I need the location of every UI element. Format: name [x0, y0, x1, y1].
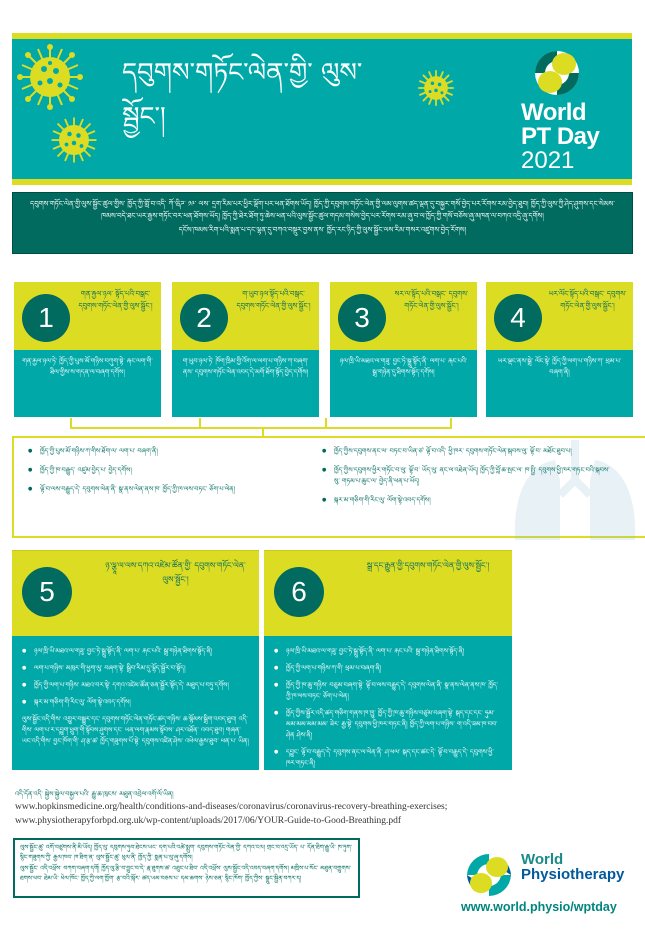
bracket-connector — [70, 418, 452, 429]
page-title: དབུགས་གཏོང་ལེན་གྱི་ ལུས་སྦྱོང་། — [122, 58, 363, 132]
virus-icon — [18, 45, 82, 109]
step-bullet-list — [274, 646, 502, 786]
list-item: ● ཁྱོད་ཀྱིས་སྦྱོར་འདི་ཚད་གཅིག་གནས་ཁ་ཁྱུ་ ཁྱོད་ཀྱི་ཁ་ཆུ་གཉིས་བཙུམ་བཞག་སྟེ་ སྐད་དང་དང་ ཧུམ་མམ་མམ་མམ་མམ་ ཟེར་ རྒྱ་སྟེ་ དབུགས་ཕྱི་ཁར་གཏང་ནི། ཁྱོད་ཀྱི་ལག་པ་གཉིས་ ག་འདི་ཟམ་ཁ་བབ་ཤེན ཤེས་ནི། — [274, 708, 502, 741]
step-card-5 — [12, 550, 259, 770]
divider — [325, 418, 327, 429]
step-title: ཉ་ལྕཱ་ལ་ལས་དཀའ་འཛེམ་ཚོན་གྱི་ དབུགས་གཏོང་ལེན་ལུས་སྦྱོང་། — [105, 561, 246, 584]
organization-name: World Physiotherapy — [521, 851, 625, 883]
step-description: ཡར་ལྡང་ནས་སྒྲེ་ ལོང་སྟེ་ ཁྱོད་ཀྱི་ལག་པ་གཉིས་ཀ་ ཕྲམ་པ་བཞག་ནི། — [486, 350, 633, 417]
virus-icon — [417, 69, 455, 107]
intro-box — [12, 192, 633, 254]
reference-link[interactable]: www.physiotherapyforbpd.org.uk/wp-content/uploads/2017/06/YOUR-Guide-to-Good-Breathing.pdf — [15, 816, 402, 826]
step-number: 2 — [180, 294, 228, 342]
divider — [199, 418, 201, 429]
virus-icon — [50, 116, 98, 164]
disclaimer-text: ལུས་སྦྱོང་ཚུ་ འགོ་བཙུགས་ནི་མི་ཡོད། ཁྱོད་ལུ་ དབུགས་ཧུབ་ཐེངས་ཡང་ དག་པའི་འཚེ་སྨུག་ དབུགས་གཏོང་ལེན་གྱི་ དཀའ་ངལ། གྲང་བ་འདྲ་ཡོད་ པ་ དོན་ཐིག་རྒྱུ་ཡི་ ཁ་ཏུག་ སྙིང་གཟུགས་ཀྱི་ རྒྱལ་ཁབ་ ཁ་ཐིག་ན་ ལུས་སྦྱོང་ཚུ་ ཕུལ་ནི་ ཁྱོད་ཀྱི་ སྨན་པ་ལུ་ཞུ་དགོས། — [20, 844, 352, 861]
step-number: 4 — [494, 294, 542, 342]
intro-paragraph: དབུགས་གཏོང་ལེན་གྱི་ལུས་སྦྱོང་ཚུལ་གྱིས་ ཁྱོད་ཀྱི་གློ་བ་འདི་ ཀོ་ཝིཌ་ ༡༩་ ལས་ དྲག་རིམ་པར་ཕྱིར་ལྡོག་པར་ཕན་ཐོགས་ཡོད། ཁྱོད་ཀྱི་དབུགས་གཏོང་ལེན་གྱི་ལམ་ལུགས་ཚད་ལྡན་དུ་བསྐྱར་གསོ་བྱེད་པར་རོགས་རམ་བྱེད་ཐུབ། ཁྱོད་ཀྱི་ལུས་ཀྱི་ཤེད་ཤུགས་དང་སེམས་ཁམས་བདེ་ཐང་ཡར་རྒྱས་གཏོང་བར་ཕན་ཐོགས་ཡོད། ཁྱོད་ཀྱི་ཐེར་ཐོག་ཏུ་ཆེས་ཕན་པའི་ལུས་སྦྱོང་ཚུལ་གདམ་གསེས་བྱེད་པར་རོགས་རམ་ཞུ་བ་ལ་ཁྱོད་ཀྱི་གསོ་བཅོས་ཞུ་མཁན་ལ་བཀའ་འདྲི་ཞུ་དགོས། — [30, 200, 615, 220]
step-bullet-list — [22, 646, 249, 708]
step-title: སར་ལ་སྟོད་པའི་བསྒང་ དབུགས་གཏོང་ལེན་གྱི་ལུས་སྦྱོང་། — [394, 290, 469, 310]
references-label: འདི་དོན་འདི་ སྐྱེས་སྐྱེལ་བསྐྱལ་པའི་ རྒྱུ་ཆ་ཁུངས་ མཐུན་འབྲེལ་འགོ་ལོ་ཡིན། — [15, 790, 174, 798]
list-item: ● ཁྱོད་ཀྱིས་དབུགས་ནང་ལ་ བཏང་བ་ཡིན་ཙ་ ལྟོ་བ་འདི་ ཕྱི་ཁར་ དབུགས་གཏོང་ལེན་སྐབས་ལུ་ ལྟོ་བ་ མཐོང་ཐུབ་པ། — [322, 446, 612, 457]
list-item: ● སྐར་མ་གཅིག་གི་རིང་ལུ་ ལོག་སྟེ་འབད་དགོས། — [274, 775, 502, 786]
disclaimer-text: ལུས་སྦྱོང་ འདི་འཕྲོས་ བཀག་བཞག་དགོ། ཁྱོད་ལུ་རྩི་བ་བྱུང་བ་དེ་ རྣ་ཐུགས་ཚ་ འཐུང་པ་ཐིབ་ འདི་འཕྲོས་ ལུས་སྦྱོང་འདི་འབད་བཞག་དགོས། མཁྲིས་པ་སོང་ མཐུན་བགྱུགས་ ཐགས་ཕབ་ ཐེམ་ཡི་ ཕེལ་ཁོང་ ཁྱོད་ཀྱི་ལག་ཁྱོག་ རྩ་བའི་སྐོར་ ཚད་ཡམ་བཅས་པ་ དམ་ཆགས་ ཉེས་ཅན་ སྙིང་ཁོག་ ཁྱོད་ཀྱིས་ སྒྲུང་སྦྱིན་བཀར་ད། — [20, 865, 351, 882]
world-physiotherapy-logo-icon — [463, 852, 515, 898]
tips-list-right — [322, 446, 612, 514]
step-description: ག་ཡུབ་ཉལ་ཏེ་ ཁོག་ཁྲིམ་གྱི་འོག་ལ་ལག་པ་གཉིས་ཀ་བཞག་ནས་ དབུགས་གཏོང་ལེན་འབད་དེ་མགོ་ཐོག་སྟོད་བྱེད་དགོས། — [172, 350, 319, 417]
world-pt-day-logo-icon — [533, 49, 581, 97]
step-description: ཉལ་ཁྲི་ཡི་མཐའ་ལ་གཟུ་ བྱང་ཏེ་སྒྲུ་སྟོད་ནི་ ལག་པ་ རྐང་པའི་ སྒྲ་གཉེན་དུ་ཐིགས་སྟོད་དགོས། — [330, 350, 477, 417]
website-link[interactable]: www.world.physio/wptday — [461, 900, 617, 914]
step-card-3 — [330, 282, 477, 417]
step-card-2 — [172, 282, 319, 417]
step-number: 5 — [22, 567, 72, 617]
step-card-4 — [486, 282, 633, 417]
step-card-1 — [14, 282, 161, 417]
list-item: ● ཁྱོད་ཀྱི་ཁ་བརྒྱུད་ འཛུམ་བྱེད་པ་ བྱེད་དགོས། — [28, 465, 308, 476]
list-item: ● སྐར་མ་གཅིག་གི་རིང་ལུ་ ལོག་སྟེ་འབད་དགོས། — [22, 697, 249, 708]
list-item: ● དབྱུང་ ལྟོ་བ་བརྒྱུད་དེ་ དབུགས་ནང་ལ་ལེན་ནི་ ཤ་ཕལ་ སྐད་དང་ཚང་དེ་ ལྟོ་བ་བརྒྱུད་དེ་ དབུགས་ཕྱི་ཁར་གཏང་ནི། — [274, 747, 502, 769]
list-item: ● ཁྱོད་ཀྱི་པུས་མོ་གཉིས་ཀ་གིས་ཐོག་ལ་ ལག་པ་ བཞག་ནི། — [28, 446, 308, 457]
step-title: གན་རྐྱལ་ཉལ་ སྟོད་པའི་བསྒང་ དབུགས་གཏོང་ལེན་གྱི་ལུས་སྦྱོང་། — [78, 290, 153, 310]
list-item: ● ལྟོ་བ་ལས་བརྒྱུད་དེ་ དབུགས་ལེན་ནི་ སྣ་ནས་ལེན་ནས་ཁ་ ཁྱོད་ཀྱི་ཁ་ལས་བཏང་ ཅོག་པ་ལེན། — [28, 484, 308, 495]
tips-list-left — [28, 446, 308, 503]
world-pt-day-wordmark: World PT Day 2021 — [521, 99, 600, 174]
list-item: ● ཁྱོད་ཀྱིས་དབུགས་ཕྱིར་གཏོང་བ་ལུ་ ལྟོ་བ་ ཡོད་ལུ་ ནང་ལ་འཐེན་ཡོད། ཁྱོད་ཀྱི་བློ་ཆ་སྤང་ལ་ ཁ་སྤྱི་ དབུགས་ཕྱི་ཁར་གཏང་བའི་སྐབས་སུ་ གཏམ་པ་ཆུང་ལ་ བྱེད་ནི་ཕན་པ་ཡོད། — [322, 465, 612, 487]
step-title: ག་ཡུབ་ཉལ་སྟོད་པའི་བསྒང་ དབུགས་གཏོང་ལེན་གྱི་ལུས་སྦྱོང་། — [236, 290, 311, 310]
step-number: 3 — [338, 294, 386, 342]
list-item: ● སྐར་མ་གཅིག་གི་རིང་ལུ་ ལོག་སྟེ་འབད་དགོས། — [322, 495, 612, 506]
step-card-6 — [264, 550, 512, 784]
references — [15, 788, 635, 828]
list-item: ● ཁྱོད་ཀྱི་ལག་པ་གཉིས་ མཐའ་བར་སྟེ་ དགའ་འཛེམ་ཚོན་ཅན་སྦྱོར་སྟོད་དེ་ མཐུད་པ་བཏུ་དགོས། — [22, 680, 249, 691]
intro-paragraph: དངོས་ཁམས་རིག་པའི་སྨན་པ་དང་ལྷན་དུ་བཀའ་བསྡུར་བྱས་ནས་ ཁྱོད་རང་ཉིད་ཀྱི་ལུས་སྦྱོང་ལས་རིམ་གསར་འཛུགས་བྱེད་རོགས། — [178, 226, 467, 234]
list-item: ● ཉལ་ཁྲི་ཡི་མཐའ་ལ་གཟུ་ བྱང་ཏེ་སྒྲུ་སྟོད་ནི་ ལག་པ་ རྐང་པའི་ སྒྲ་གཉེན་ཐིགས་སྟོད་ནི། — [22, 646, 249, 657]
list-item: ● ཉལ་ཁྲི་ཡི་མཐའ་ལ་གཟུ་ བྱང་ཏེ་སྒྲུ་སྟོད་ནི་ ལག་པ་ རྐང་པའི་ སྒྲ་གཉེན་ཐིགས་སྟོད་ནི། — [274, 646, 502, 657]
step-title: ཡར་ལོང་སྟོད་པའི་བསྒང་ དབུགས་གཏོང་ལེན་གྱི་ལུས་སྦྱོང་། — [548, 290, 627, 310]
step-note: ལུས་སྦྱོང་འདི་གིས་ འགྱུར་བསྒྱུར་དང་ དབུགས་གཏོང་ལེན་གཏོང་ཚད་གཉིས་ ཆ་སྙོམས་སྒྲིག་འབད་ཐུབ། འདི་གིས་ ལག་པ་ར་དབྱུག་ཕྲུག་གི་སྟོབས་ཤུགས་དང་ ཡན་ལག་རྣམས་སྟོབས་ ཤར་འཐོན་ འབད་ཐུབ། གཞན་ཡང་འདི་གིས་ བྱང་ཁོག་གི་ ཤ་རྩ་ཚ་ ཁྱོད་གཟུགས་པོ་སྟེ་ དབུགས་འཛིན་ཤེས་ འཕེལ་རྒྱས་ཐུབ་ ཕན་པ་ ཡིན། — [22, 715, 249, 745]
list-item: ● ལག་པ་གཉིས་ མཁུར་གི་ཕྱག་ལུ་ བཞག་སྟེ་ སྒྲིབ་རིམ་དུ་ལྷོད་སྦྱོར་བ་སྟོད། — [22, 663, 249, 674]
step-description: གན་རྐྱལ་ཉལ་ཏེ་ ཁྱོད་ཀྱི་པུས་མོ་གཉིས་བཀུག་སྟེ་ རྐང་ལག་གི་ཐིལ་གྱིས་ས་གདན་ལ་བཞག་དགོས། — [14, 350, 161, 417]
tips-box — [12, 436, 645, 538]
step-title: སྒྲ་དང་རྒྱུན་གྱི་དབུགས་གཏོང་ལེན་གྱི་ལུས་སྦྱོང་། — [366, 561, 490, 570]
header-banner — [12, 33, 511, 185]
list-item: ● ཁྱོད་ཀྱི་ལག་པ་གཉིས་ཀ་གི་ ཕྲམ་པ་བཞག་ནི། — [274, 663, 502, 674]
reference-link[interactable]: www.hopkinsmedicine.org/health/conditions-and-diseases/coronavirus/coronavirus-recovery-breathing-exercises; — [15, 802, 448, 812]
step-number: 1 — [22, 294, 70, 342]
list-item: ● ཁྱོད་ཀྱི་ཁ་ཆུ་གཉིས་ བཅུམ་བཞག་སྟེ་ ལྟོ་བ་ལས་བརྒྱུད་དེ་ དབུགས་ལེན་ནི་ སྣ་ནས་ལེན་ནས་ཁ་ ཁྱོད་ཀྱི་ཁ་ལས་བཏང་ ཅོག་པ་ལེན། — [274, 680, 502, 702]
step-number: 6 — [274, 567, 324, 617]
world-pt-day-logo — [511, 33, 632, 185]
disclaimer-box — [13, 838, 360, 898]
